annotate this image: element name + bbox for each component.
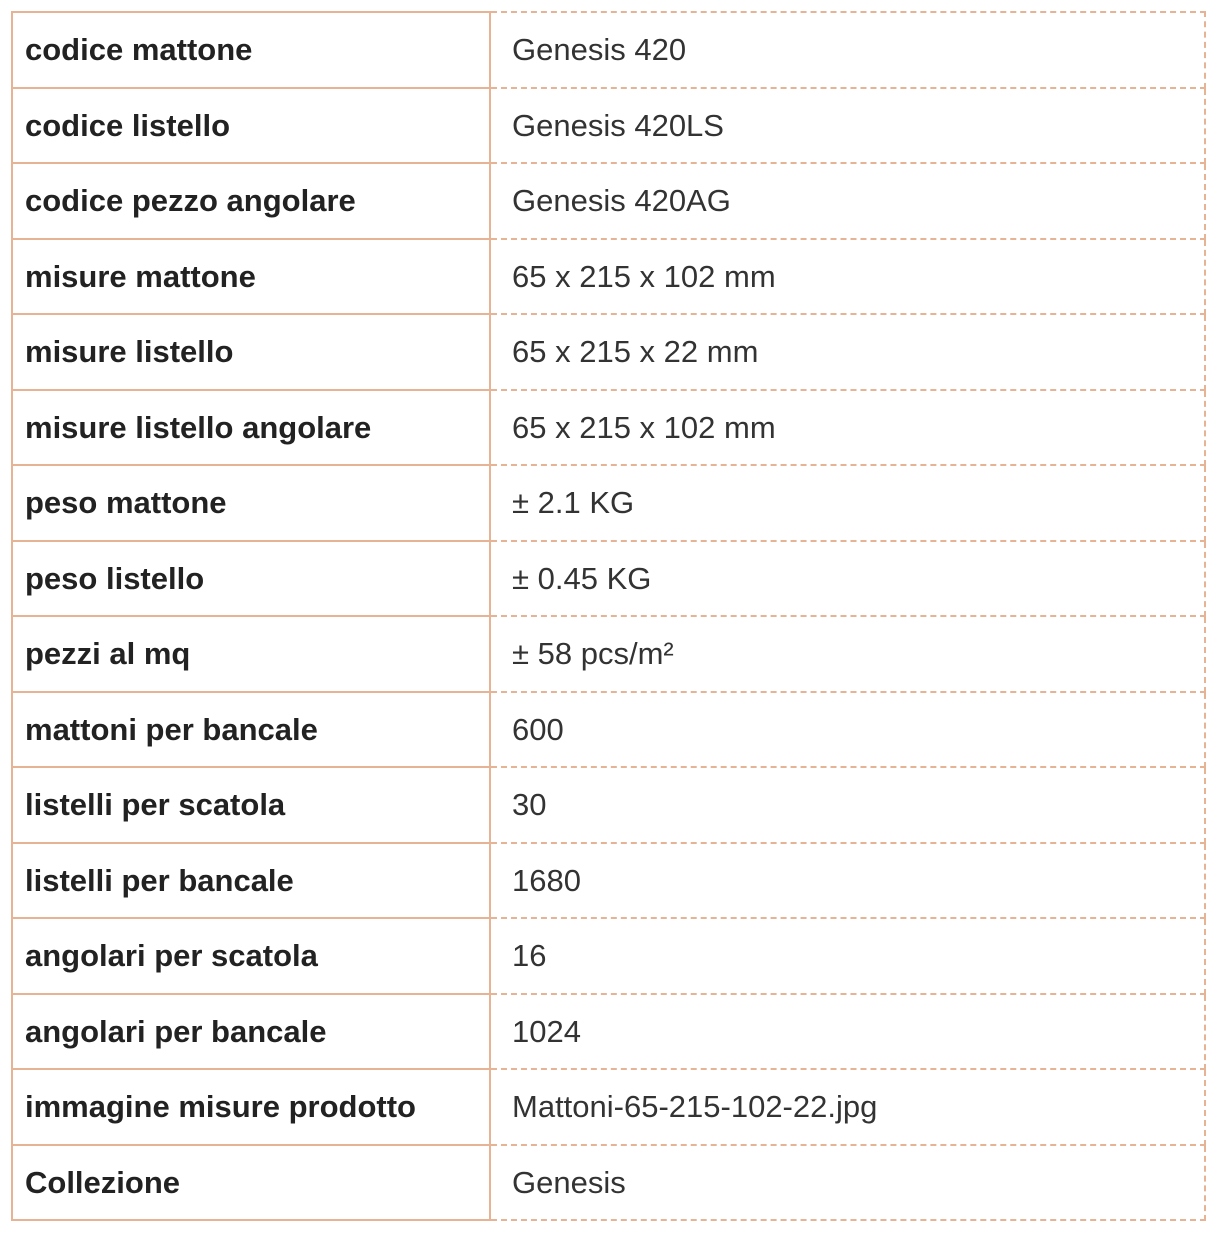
table-row <box>12 767 1205 843</box>
spec-label: codice listello <box>12 88 490 164</box>
table-row <box>12 12 1205 88</box>
spec-value: 600 <box>490 692 1205 768</box>
spec-value: ± 0.45 KG <box>490 541 1205 617</box>
table-row <box>12 616 1205 692</box>
spec-label: codice pezzo angolare <box>12 163 490 239</box>
table-row <box>12 918 1205 994</box>
spec-value: 65 x 215 x 102 mm <box>490 239 1205 315</box>
table-row <box>12 390 1205 466</box>
spec-label: listelli per scatola <box>12 767 490 843</box>
spec-label: angolari per scatola <box>12 918 490 994</box>
spec-value: Genesis <box>490 1145 1205 1221</box>
table-row <box>12 465 1205 541</box>
table-row <box>12 1145 1205 1221</box>
table-row <box>12 88 1205 164</box>
table-row <box>12 541 1205 617</box>
spec-label: misure mattone <box>12 239 490 315</box>
spec-value: 65 x 215 x 22 mm <box>490 314 1205 390</box>
spec-value: 16 <box>490 918 1205 994</box>
spec-value: Mattoni-65-215-102-22.jpg <box>490 1069 1205 1145</box>
spec-label: codice mattone <box>12 12 490 88</box>
spec-value: ± 2.1 KG <box>490 465 1205 541</box>
spec-label: misure listello angolare <box>12 390 490 466</box>
spec-value: 30 <box>490 767 1205 843</box>
spec-label: peso mattone <box>12 465 490 541</box>
spec-label: angolari per bancale <box>12 994 490 1070</box>
table-row <box>12 239 1205 315</box>
spec-value: 1024 <box>490 994 1205 1070</box>
table-row <box>12 843 1205 919</box>
spec-label: mattoni per bancale <box>12 692 490 768</box>
table-row <box>12 163 1205 239</box>
spec-value: Genesis 420 <box>490 12 1205 88</box>
spec-value: 1680 <box>490 843 1205 919</box>
spec-label: Collezione <box>12 1145 490 1221</box>
spec-value: Genesis 420LS <box>490 88 1205 164</box>
spec-value: ± 58 pcs/m² <box>490 616 1205 692</box>
spec-label: pezzi al mq <box>12 616 490 692</box>
spec-value: Genesis 420AG <box>490 163 1205 239</box>
product-spec-table <box>11 11 1206 1221</box>
spec-label: misure listello <box>12 314 490 390</box>
table-row <box>12 692 1205 768</box>
spec-label: peso listello <box>12 541 490 617</box>
table-row <box>12 1069 1205 1145</box>
spec-value: 65 x 215 x 102 mm <box>490 390 1205 466</box>
table-row <box>12 994 1205 1070</box>
spec-label: listelli per bancale <box>12 843 490 919</box>
table-row <box>12 314 1205 390</box>
spec-label: immagine misure prodotto <box>12 1069 490 1145</box>
